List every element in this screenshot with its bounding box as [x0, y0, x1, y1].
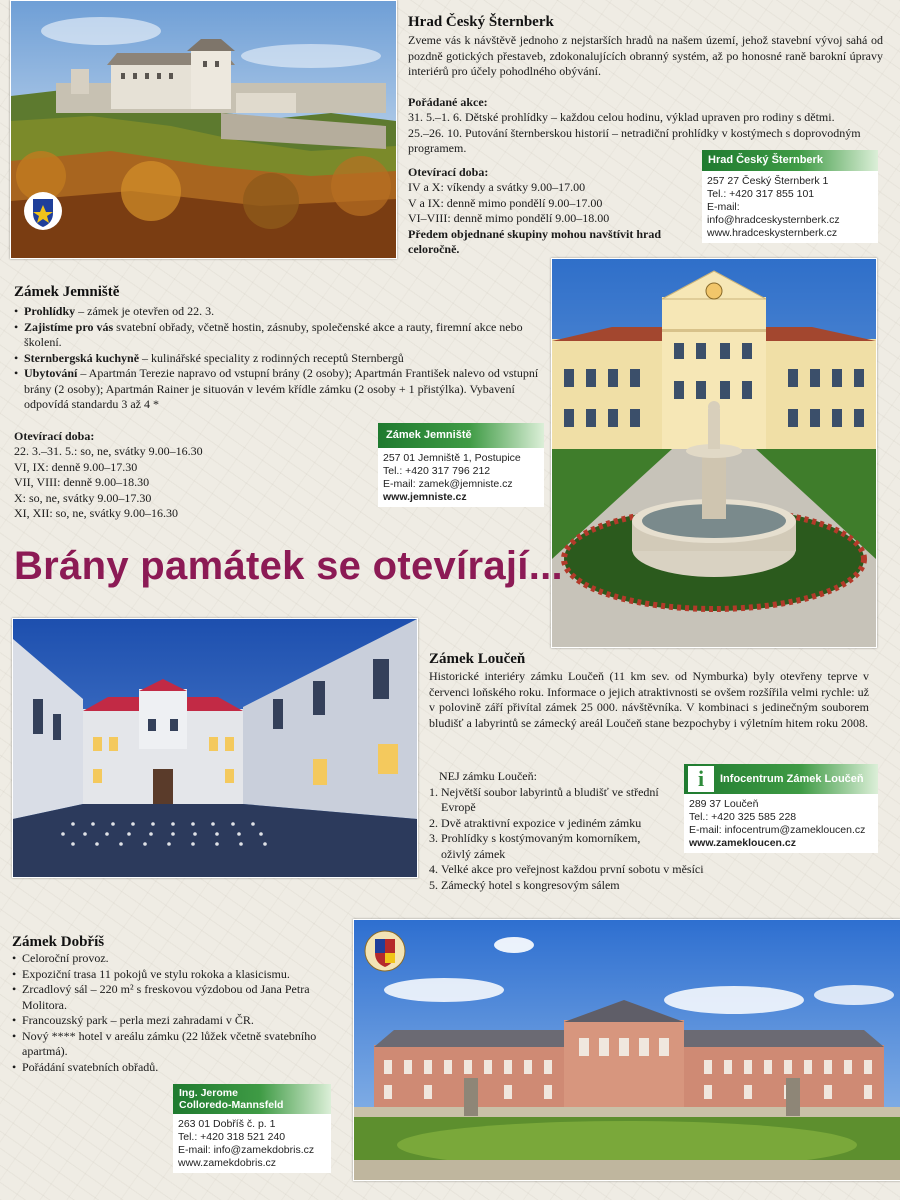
- jemniste-contact-email[interactable]: E-mail: zamek@jemniste.cz: [383, 478, 513, 490]
- sternberk-contact-name: Hrad Český Šternberk: [702, 150, 878, 171]
- jemniste-contact-web[interactable]: www.jemniste.cz: [383, 491, 467, 503]
- loucen-contact-tel: Tel.: +420 325 585 228: [689, 811, 797, 823]
- jemniste-contact-tel: Tel.: +420 317 796 212: [383, 465, 491, 477]
- loucen-contact-web[interactable]: www.zamekloucen.cz: [689, 837, 796, 849]
- dobris-section: [12, 934, 342, 1075]
- dobris-contact-web[interactable]: www.zamekdobris.cz: [178, 1157, 277, 1169]
- loucen-contact-name: Infocentrum Zámek Loučeň: [720, 772, 864, 785]
- sternberk-hours-row: IV a X: víkendy a svátky 9.00–17.00: [408, 180, 586, 194]
- sternberk-contact-tel: Tel.: +420 317 855 101: [707, 188, 815, 200]
- sternberk-event: 25.–26. 10. Putování šternberskou historií – netradiční prohlídky v kostýmech s doprovodným programem.: [408, 125, 861, 155]
- list-item: 5. Zámecký hotel s kongresovým sálem: [429, 877, 620, 892]
- list-item: • Zrcadlový sál – 220 m² s freskovou výzdobou od Jana Petra Molitora.: [12, 982, 342, 1013]
- list-item: • Sternbergská kuchyně – kulinářské speciality z rodinných receptů Sternbergů: [14, 351, 546, 367]
- jemniste-chateau-photo: [551, 258, 877, 648]
- list-item: • Celoroční provoz.: [12, 951, 342, 967]
- list-item: 4. Velké akce pro veřejnost každou první sobotu v měsíci: [429, 862, 704, 876]
- loucen-intro: Historické interiéry zámku Loučeň (11 km sev. od Nymburka) byly otevřeny teprve v červenci loňského roku. Informace o jejich atraktivnosti se ovšem rozšířila velmi rychle: už v polovině září přivítal zámek 25 000. návštěvníka. V kombinaci s jedinečným souborem bludišť a labyrintů se zámecký areál Loučeň stane bezpochyby i výletním hitem roku 2008.: [429, 669, 869, 730]
- sternberk-contact-web[interactable]: www.hradceskysternberk.cz: [707, 227, 838, 239]
- dobris-contact-name-line1: Ing. Jerome: [179, 1087, 238, 1099]
- sternberk-intro: Zveme vás k návštěvě jednoho z nejstarších hradů na našem území, jehož stavební vývoj sahá od pozdně gotických přestaveb, zdokonalujících obranný systém, až po honosné raně barokní úpravy interiérů pro účely pohodlného obývání.: [408, 33, 883, 78]
- sternberk-contact-box: [702, 150, 878, 243]
- loucen-nej-list-cont: [429, 862, 729, 893]
- jemniste-hours-row: X: so, ne, svátky 9.00–17.30: [14, 490, 152, 505]
- info-icon: i: [688, 766, 714, 792]
- list-item: • Prohlídky – zámek je otevřen od 22. 3.: [14, 304, 546, 320]
- sternberk-groups-note: Předem objednané skupiny mohou navštívit hrad celoročně.: [408, 226, 662, 256]
- sternberk-events-label: Pořádané akce:: [408, 94, 488, 109]
- loucen-section: [429, 651, 869, 731]
- dobris-contact-tel: Tel.: +420 318 521 240: [178, 1131, 286, 1143]
- dobris-contact-address: 263 01 Dobříš č. p. 1: [178, 1118, 276, 1130]
- dobris-chateau-photo: [353, 919, 900, 1181]
- loucen-contact-email[interactable]: E-mail: infocentrum@zamekloucen.cz: [689, 824, 866, 836]
- loucen-chateau-photo: [12, 618, 418, 878]
- dobris-bullets: [12, 951, 342, 1075]
- loucen-title: Zámek Loučeň: [429, 651, 526, 667]
- list-item: • Pořádání svatebních obřadů.: [12, 1060, 342, 1076]
- jemniste-contact-name: Zámek Jemniště: [378, 423, 544, 448]
- list-item: • Nový **** hotel v areálu zámku (22 lůžek včetně svatebního apartmá).: [12, 1029, 342, 1060]
- dobris-coat-of-arms-icon: [364, 928, 406, 974]
- jemniste-hours-row: VI, IX: denně 9.00–17.30: [14, 459, 138, 474]
- sternberk-hours-row: VI–VIII: denně mimo pondělí 9.00–18.00: [408, 211, 610, 225]
- list-item: • Zajistíme pro vás svatební obřady, včetně hostin, zásnuby, společenské akce a rauty, firemní akce nebo školení.: [14, 320, 546, 351]
- sternberk-contact-address: 257 27 Český Šternberk 1: [707, 175, 829, 187]
- jemniste-title: Zámek Jemniště: [14, 284, 120, 300]
- loucen-contact-address: 289 37 Loučeň: [689, 798, 759, 810]
- dobris-title: Zámek Dobříš: [12, 934, 105, 950]
- sternberk-contact-email[interactable]: E-mail: info@hradceskysternberk.cz: [707, 201, 840, 226]
- sternberk-castle-photo: [10, 0, 397, 259]
- sternberk-coat-of-arms-icon: [23, 189, 63, 233]
- list-item: • Ubytování – Apartmán Terezie napravo od vstupní brány (2 osoby); Apartmán František nalevo od vstupní brány (2 osoby); Apartmán Rainer je situován v levém křídle zámku (2 osoby + 1 přistýlka). Vybavení odpovídá standardu 3 až 4 *: [14, 366, 546, 413]
- page-headline: Brány památek se otevírají...: [14, 544, 563, 588]
- list-item: 1. Největší soubor labyrintů a bludišť ve střední Evropě: [429, 784, 659, 814]
- jemniste-hours-row: VII, VIII: denně 9.00–18.30: [14, 475, 150, 489]
- sternberk-event: 31. 5.–1. 6. Dětské prohlídky – každou celou hodinu, výklad upraven pro rodiny s dětmi.: [408, 110, 835, 124]
- jemniste-contact-box: [378, 423, 544, 507]
- jemniste-bullets: [14, 304, 546, 413]
- dobris-contact-name-line2: Colloredo-Mannsfeld: [179, 1099, 284, 1111]
- sternberk-hours-row: V a IX: denně mimo pondělí 9.00–17.00: [408, 195, 603, 210]
- loucen-contact-box: [684, 764, 878, 853]
- list-item: 2. Dvě atraktivní expozice v jediném zámku: [429, 815, 642, 830]
- sternberk-hours-label: Otevírací doba:: [408, 164, 489, 179]
- list-item: • Francouzský park – perla mezi zahradami v ČR.: [12, 1013, 342, 1029]
- dobris-contact-email[interactable]: E-mail: info@zamekdobris.cz: [178, 1144, 315, 1156]
- loucen-nej-label: NEJ zámku Loučeň:: [439, 769, 537, 783]
- list-item: • Expoziční trasa 11 pokojů ve stylu rokoka a klasicismu.: [12, 967, 342, 983]
- jemniste-contact-address: 257 01 Jemniště 1, Postupice: [383, 452, 521, 464]
- jemniste-hours-row: XI, XII: so, ne, svátky 9.00–16.30: [14, 506, 178, 520]
- loucen-nej-list: [429, 785, 669, 863]
- list-item: 3. Prohlídky s kostýmovaným komorníkem, oživlý zámek: [429, 831, 641, 861]
- jemniste-hours-label: Otevírací doba:: [14, 428, 95, 443]
- dobris-contact-box: [173, 1084, 331, 1173]
- jemniste-hours-row: 22. 3.–31. 5.: so, ne, svátky 9.00–16.30: [14, 444, 203, 458]
- sternberk-title: Hrad Český Šternberk: [408, 14, 554, 30]
